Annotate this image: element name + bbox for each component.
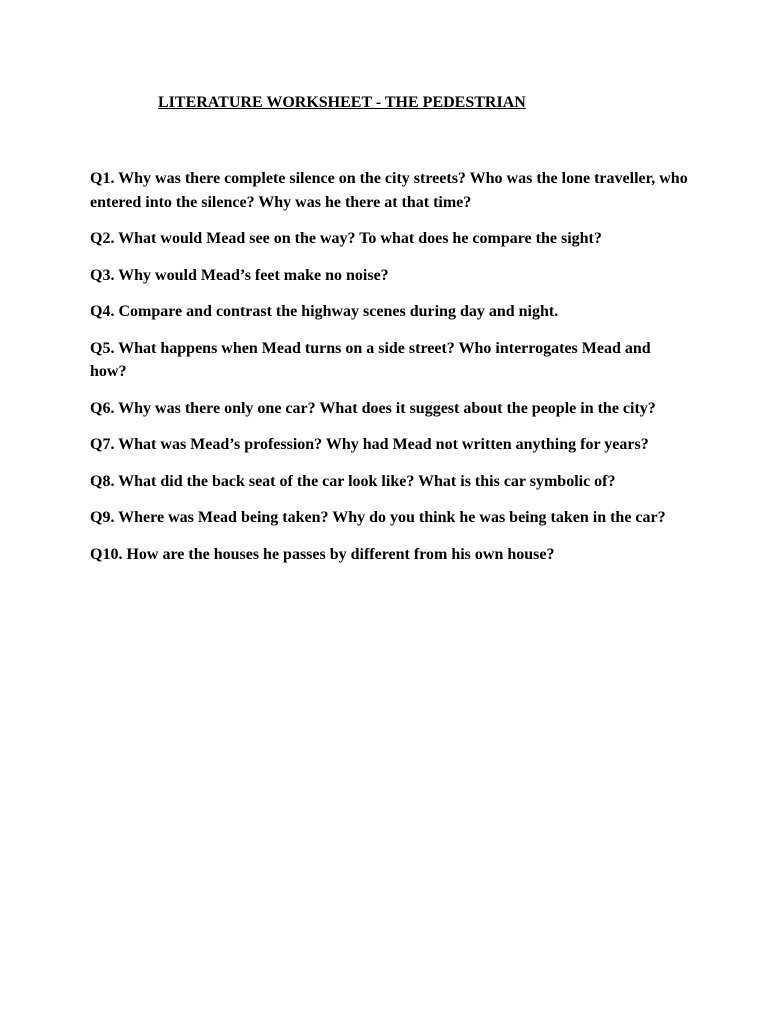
question-5: Q5. What happens when Mead turns on a side street? Who interrogates Mead and how? bbox=[90, 339, 651, 380]
question-2: Q2. What would Mead see on the way? To what does he compare the sight? bbox=[90, 230, 602, 247]
question-10: Q10. How are the houses he passes by different from his own house? bbox=[90, 545, 555, 563]
question-4: Q4. Compare and contrast the highway scenes during day and night. bbox=[90, 303, 559, 320]
worksheet-title: LITERATURE WORKSHEET - THE PEDESTRIAN bbox=[158, 94, 526, 111]
question-3: Q3. Why would Mead’s feet make no noise? bbox=[90, 266, 389, 284]
question-8: Q8. What did the back seat of the car look like? What is this car symbolic of? bbox=[90, 472, 616, 490]
question-1: Q1. Why was there complete silence on the city streets? Who was the lone traveller, who entered into the silence? Why was he there at that time? bbox=[90, 170, 688, 211]
question-7: Q7. What was Mead’s profession? Why had Mead not written anything for years? bbox=[90, 436, 649, 453]
question-list bbox=[90, 167, 690, 579]
question-9: Q9. Where was Mead being taken? Why do you think he was being taken in the car? bbox=[90, 509, 666, 526]
question-6: Q6. Why was there only one car? What does it suggest about the people in the city? bbox=[90, 399, 656, 417]
